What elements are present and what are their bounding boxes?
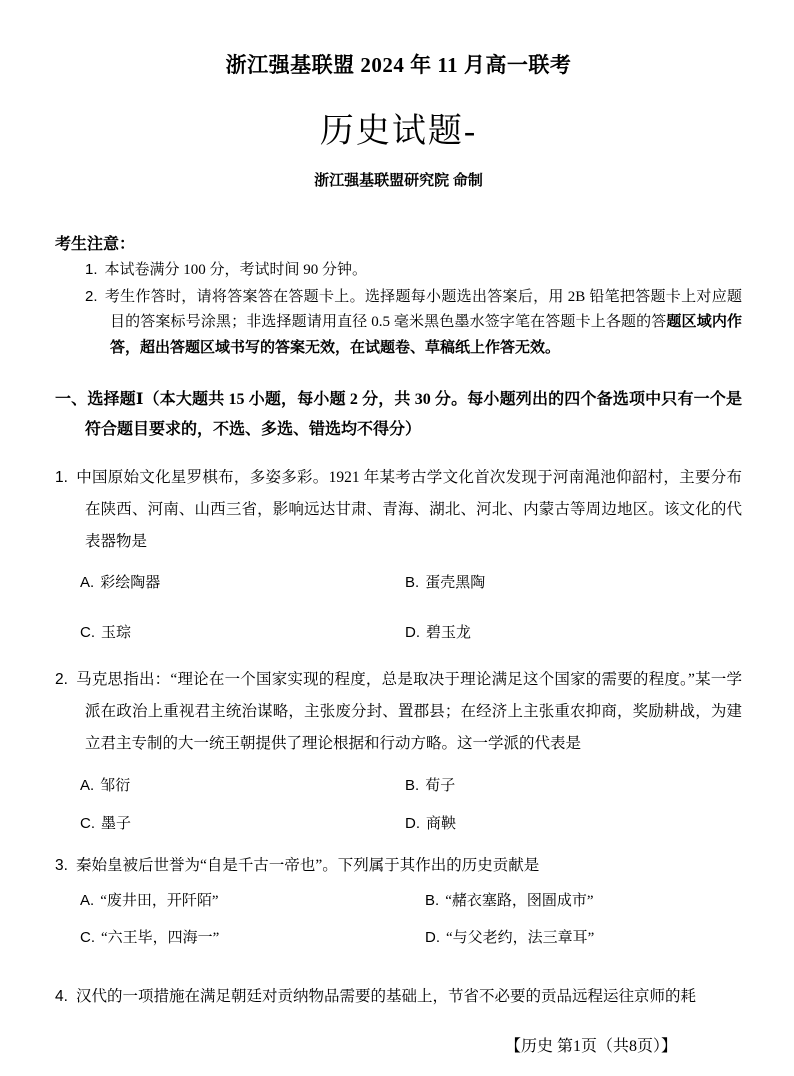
question-3-option-b (425, 890, 742, 912)
question-2-stem (55, 664, 742, 760)
question-4-stem (55, 981, 742, 1013)
question-3-stem (55, 850, 742, 882)
question-1-option-a (80, 572, 405, 594)
section-heading: 一、选择题Ⅰ（本大题共 15 小题，每小题 2 分，共 30 分。每小题列出的四个备选项中只有一个是符合题目要求的，不选、多选、错选均不得分） (55, 391, 742, 438)
notice-item-2-text: 考生作答时，请将答案答在答题卡上。选择题每小题选出答案后，用 2B 铅笔把答题卡上对应题目的答案标号涂黑；非选择题请用直径 0.5 毫米黑色墨水签字笔在答题卡上各题的答 (104, 288, 742, 330)
option-text: 蛋壳黑陶 (425, 575, 486, 591)
option-text: “与父老约，法三章耳” (446, 930, 595, 946)
option-label: C. (80, 624, 95, 641)
question-3-text: 秦始皇被后世誉为“自是千古一帝也”。下列属于其作出的历史贡献是 (75, 857, 540, 874)
question-3-option-c (80, 927, 425, 949)
question-3-option-a (80, 890, 425, 912)
option-label: D. (405, 624, 420, 641)
option-text: “废井田，开阡陌” (100, 893, 219, 909)
question-1-text: 中国原始文化星罗棋布，多姿多彩。1921 年某考古学文化首次发现于河南渑池仰韶村，主要分布在陕西、河南、山西三省，影响远达甘肃、青海、湖北、河北、内蒙古等周边地区。该文化的代表器物是 (75, 469, 742, 550)
option-label: A. (80, 777, 95, 794)
notice-item-2-bold-text: 题区域内作答，超出答题区域书写的答案无效，在试题卷、草稿纸上作答无效。 (110, 314, 742, 356)
option-label: C. (80, 815, 95, 832)
question-1-option-c (80, 622, 405, 644)
question-2-option-b (405, 775, 742, 797)
notice-list (85, 257, 742, 361)
question-2-number: 2. (55, 671, 68, 688)
exam-title: 浙江强基联盟 2024 年 11 月高一联考 (225, 53, 572, 77)
page-footer: 【历史 第1页（共8页）】 (504, 1038, 677, 1055)
notice-item-2-number: 2. (85, 287, 98, 305)
option-text: 墨子 (101, 816, 132, 832)
option-label: B. (405, 574, 420, 591)
notice-item-1-number: 1. (85, 261, 98, 278)
question-1-stem (55, 462, 742, 558)
question-3-options (80, 890, 742, 949)
question-2-text: 马克思指出：“理论在一个国家实现的程度，总是取决于理论满足这个国家的需要的程度。”某一学派在政治上重视君主统治谋略，主张废分封、置郡县；在经济上主张重农抑商，奖励耕战，为建立君主专制的大一统王朝提供了理论根据和行动方略。这一学派的代表是 (75, 671, 742, 752)
option-text: 碧玉龙 (426, 625, 472, 641)
question-1-number: 1. (55, 469, 68, 486)
option-label: D. (405, 815, 420, 832)
question-4-number: 4. (55, 988, 68, 1005)
question-1-option-b (405, 572, 742, 594)
option-label: D. (425, 929, 440, 946)
question-1-option-d (405, 622, 742, 644)
question-3-option-d (425, 927, 742, 949)
option-label: C. (80, 929, 95, 946)
option-label: A. (80, 574, 95, 591)
option-text: 商鞅 (426, 816, 457, 832)
question-2-options (80, 775, 742, 835)
notice-item-2 (85, 284, 742, 362)
option-text: 荀子 (425, 778, 456, 794)
option-text: 彩绘陶器 (100, 575, 161, 591)
notice-label: 考生注意： (55, 236, 136, 253)
option-text: “六王毕，四海一” (101, 930, 220, 946)
option-text: 玉琮 (101, 625, 132, 641)
question-4-text: 汉代的一项措施在满足朝廷对贡纳物品需要的基础上，节省不必要的贡品远程运往京师的耗 (75, 988, 696, 1005)
byline: 浙江强基联盟研究院 命制 (314, 173, 483, 189)
question-3-number: 3. (55, 857, 68, 874)
question-2-option-c (80, 813, 405, 835)
option-label: B. (425, 892, 440, 909)
notice-item-1 (85, 257, 742, 284)
question-2-option-a (80, 775, 405, 797)
option-text: 邹衍 (100, 778, 131, 794)
option-text: “赭衣塞路，囹圄成市” (445, 893, 594, 909)
question-1-options (80, 572, 742, 644)
question-2-option-d (405, 813, 742, 835)
option-label: A. (80, 892, 95, 909)
notice-item-1-text: 本试卷满分 100 分，考试时间 90 分钟。 (104, 262, 368, 278)
subject-title: 历史试题- (319, 113, 478, 150)
option-label: B. (405, 777, 420, 794)
